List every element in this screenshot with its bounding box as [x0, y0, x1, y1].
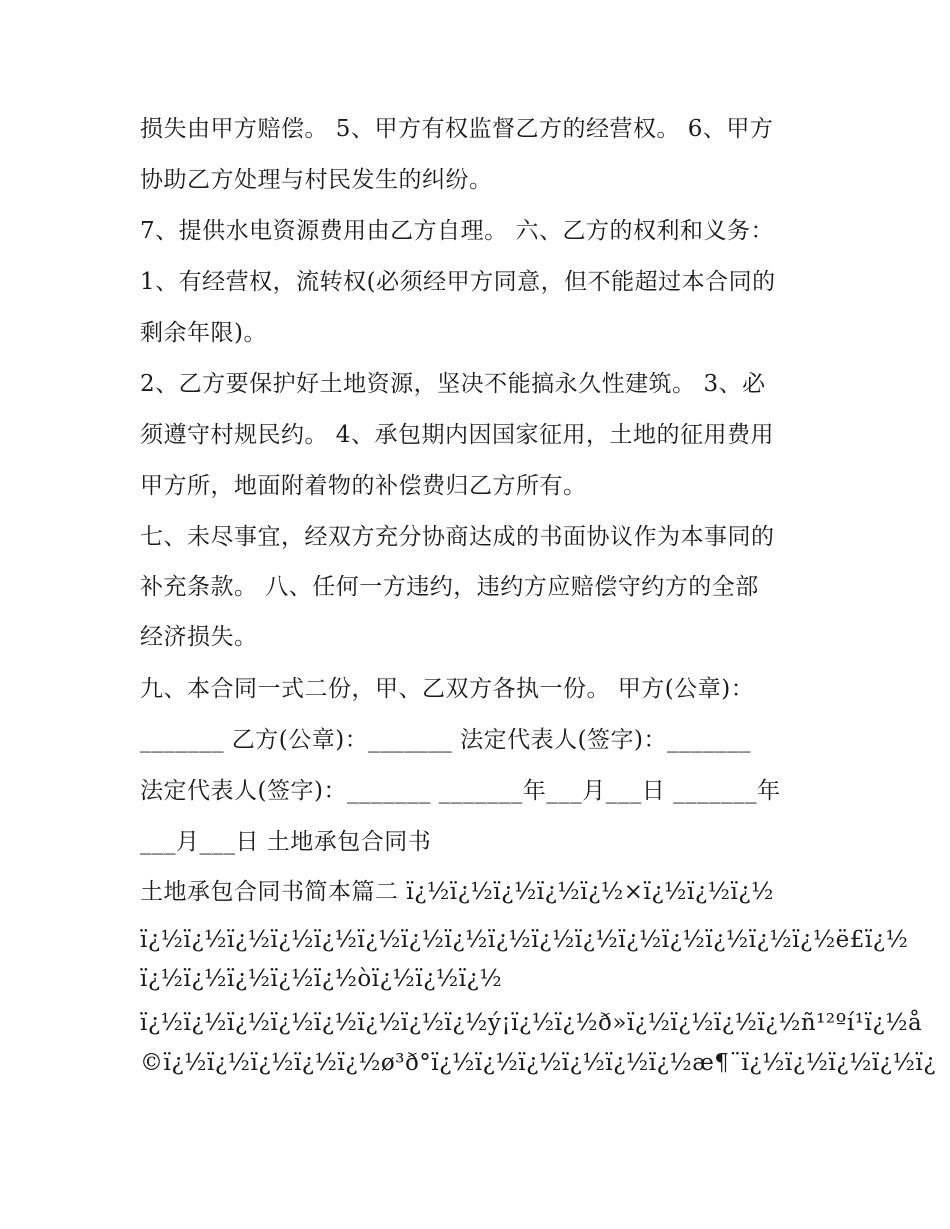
garbled-text-line: ©ï¿½ï¿½ï¿½ï¿½ï¿½ø³ð°ï¿½ï¿½ï¿½ï¿½ï¿½ï¿½æ¶¨ï¿½ï¿½ï¿½ï¿½ï¿ — [140, 1050, 937, 1076]
paragraph-line: 须遵守村规民约。 4、承包期内因国家征用，土地的征用费用 — [140, 422, 774, 448]
date-title-line: ___月___日 土地承包合同书 — [140, 829, 432, 855]
paragraph-line: 协助乙方处理与村民发生的纠纷。 — [140, 167, 493, 193]
signature-line: 法定代表人(签字)：_______ _______年___月___日 _______年 — [140, 778, 781, 804]
paragraph-line: 1、有经营权，流转权(必须经甲方同意，但不能超过本合同的 — [140, 269, 776, 295]
paragraph-line: 剩余年限)。 — [140, 320, 267, 346]
garbled-text-line: ï¿½ï¿½ï¿½ï¿½ï¿½ï¿½ï¿½ï¿½ï¿½ï¿½ï¿½ï¿½ï¿½ï¿½ï¿½ï¿½ë£ï¿½ — [140, 927, 909, 953]
paragraph-line: 补充条款。 八、任何一方违约，违约方应赔偿守约方的全部 — [140, 574, 759, 600]
paragraph-line: 损失由甲方赔偿。 5、甲方有权监督乙方的经营权。 6、甲方 — [140, 116, 774, 142]
paragraph-line: 七、未尽事宜，经双方充分协商达成的书面协议作为本事同的 — [140, 524, 775, 550]
paragraph-line: 7、提供水电资源费用由乙方自理。 六、乙方的权利和义务： — [140, 218, 774, 244]
paragraph-line: 经济损失。 — [140, 624, 258, 650]
garbled-text-line: 土地承包合同书简本篇二 ï¿½ï¿½ï¿½ï¿½ï¿½×ï¿½ï¿½ï¿½ — [140, 879, 774, 905]
garbled-text-line: ï¿½ï¿½ï¿½ï¿½ï¿½ï¿½ï¿½ï¿½ý¡ï¿½ï¿½ð»ï¿½ï¿½ï¿½ï¿½ñ¹²ºí¹ï¿½å — [140, 1010, 923, 1036]
paragraph-line: 2、乙方要保护好土地资源，坚决不能搞永久性建筑。 3、必 — [140, 371, 766, 397]
paragraph-line: 九、本合同一式二份，甲、乙双方各执一份。 甲方(公章)： — [140, 676, 755, 702]
garbled-text-line: ï¿½ï¿½ï¿½ï¿½ï¿½òï¿½ï¿½ï¿½ — [140, 966, 503, 992]
paragraph-line: 甲方所，地面附着物的补偿费归乙方所有。 — [140, 473, 587, 499]
signature-line: _______ 乙方(公章)：_______ 法定代表人(签字)：_______ — [140, 727, 752, 753]
